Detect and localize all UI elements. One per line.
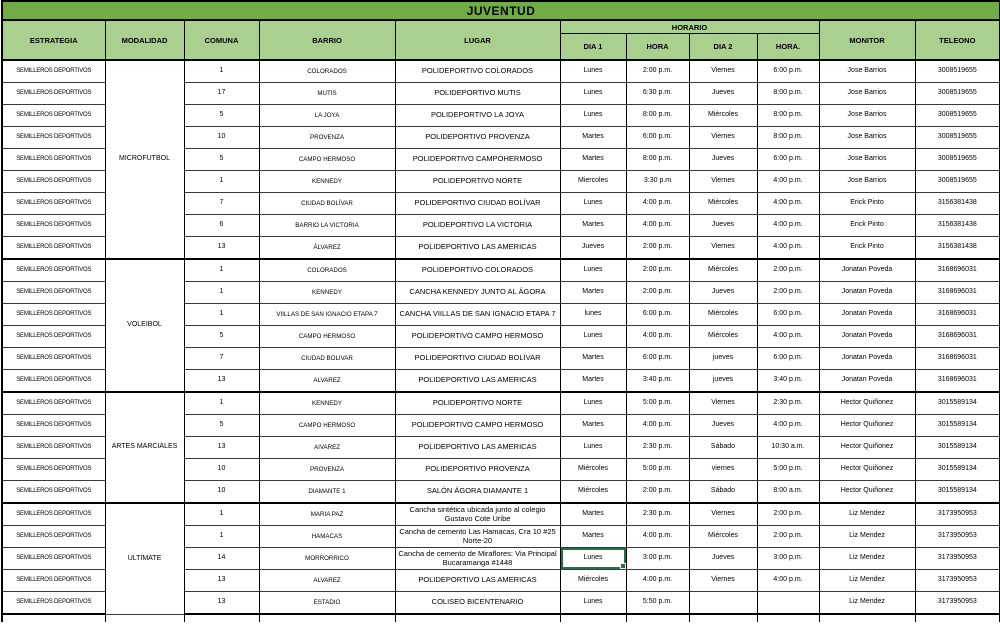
cell-dia1[interactable]: Martes bbox=[560, 127, 626, 149]
cell-lugar[interactable]: POLIDEPORTIVO PROVENZA bbox=[395, 127, 560, 149]
cell-barrio[interactable]: MARIA PAZ bbox=[259, 503, 395, 526]
cell-monitor[interactable]: Hector Quiñonez bbox=[819, 415, 915, 437]
cell-hora1[interactable]: 3:00 p.m. bbox=[626, 548, 689, 570]
cell-monitor[interactable]: Liz Mendez bbox=[819, 503, 915, 526]
cell-lugar[interactable]: POLIDEPORTIVO LA JOYA bbox=[395, 105, 560, 127]
cell-comuna[interactable]: 13 bbox=[184, 592, 259, 615]
cell-telefono[interactable]: 3173950953 bbox=[915, 503, 1000, 526]
cell-comuna[interactable]: 13 bbox=[184, 437, 259, 459]
cell-comuna[interactable]: 5 bbox=[184, 415, 259, 437]
cell-lugar[interactable]: CANCHA KENNEDY JUNTO AL ÁGORA bbox=[395, 282, 560, 304]
cell-estrategia[interactable]: SEMILLEROS DEPORTIVOS bbox=[2, 215, 105, 237]
cell-barrio[interactable]: COLORADOS bbox=[259, 60, 395, 83]
cell-modalidad[interactable]: VOLEIBOL bbox=[105, 259, 184, 392]
cell-hora2[interactable]: 4:00 p.m. bbox=[757, 415, 819, 437]
cell-hora2[interactable]: 4:00 p.m. bbox=[757, 326, 819, 348]
cell-hora1[interactable]: 2:00 p.m. bbox=[626, 259, 689, 282]
cell-dia2[interactable]: Miércoles bbox=[689, 304, 757, 326]
cell-hora2[interactable]: 2:00 p.m. bbox=[757, 282, 819, 304]
cell-dia2[interactable]: Miércoles bbox=[689, 193, 757, 215]
cell-comuna[interactable]: 1 bbox=[184, 171, 259, 193]
cell-dia2[interactable]: Jueves bbox=[689, 415, 757, 437]
cell-telefono[interactable]: 3168696031 bbox=[915, 259, 1000, 282]
schedule-table bbox=[1, 0, 1000, 622]
empty-cell[interactable] bbox=[105, 614, 184, 622]
cell-hora1[interactable]: 2:00 p.m. bbox=[626, 60, 689, 83]
cell-dia2[interactable]: Viernes bbox=[689, 237, 757, 260]
cell-lugar[interactable]: POLIDEPORTIVO CAMPO HERMOSO bbox=[395, 415, 560, 437]
cell-dia1[interactable]: Lunes bbox=[560, 105, 626, 127]
cell-comuna[interactable]: 1 bbox=[184, 60, 259, 83]
cell-dia2[interactable]: Miércoles bbox=[689, 526, 757, 548]
cell-comuna[interactable]: 10 bbox=[184, 127, 259, 149]
col-header-dia1[interactable]: DIA 1 bbox=[560, 34, 626, 60]
cell-lugar[interactable]: POLIDEPORTIVO LAS AMERICAS bbox=[395, 570, 560, 592]
cell-hora1[interactable]: 8:00 p.m. bbox=[626, 105, 689, 127]
cell-lugar[interactable]: POLIDEPORTIVO CIUDAD BOLÍVAR bbox=[395, 348, 560, 370]
cell-estrategia[interactable]: SEMILLEROS DEPORTIVOS bbox=[2, 370, 105, 393]
cell-hora1[interactable]: 8:00 p.m. bbox=[626, 149, 689, 171]
empty-cell[interactable] bbox=[184, 614, 259, 622]
cell-barrio[interactable]: CAMPO HERMOSO bbox=[259, 326, 395, 348]
cell-telefono[interactable]: 3173950953 bbox=[915, 526, 1000, 548]
cell-dia2[interactable]: Miércoles bbox=[689, 259, 757, 282]
cell-hora1[interactable]: 4:00 p.m. bbox=[626, 326, 689, 348]
cell-hora2[interactable]: 4:00 p.m. bbox=[757, 237, 819, 260]
cell-lugar[interactable]: POLIDEPORTIVO CAMPO HERMOSO bbox=[395, 326, 560, 348]
empty-cell[interactable] bbox=[819, 614, 915, 622]
cell-comuna[interactable]: 10 bbox=[184, 481, 259, 504]
cell-barrio[interactable]: MUTIS bbox=[259, 83, 395, 105]
col-header-monitor[interactable]: MONITOR bbox=[819, 20, 915, 60]
cell-telefono[interactable]: 3173950953 bbox=[915, 592, 1000, 615]
cell-barrio[interactable]: PROVENZA bbox=[259, 459, 395, 481]
cell-telefono[interactable]: 3168696031 bbox=[915, 348, 1000, 370]
cell-barrio[interactable]: VIILLAS DE SAN IGNACIO ETAPA 7 bbox=[259, 304, 395, 326]
cell-modalidad[interactable]: MICROFUTBOL bbox=[105, 60, 184, 259]
cell-barrio[interactable]: CAMPO HERMOSO bbox=[259, 415, 395, 437]
cell-monitor[interactable]: Liz Mendez bbox=[819, 548, 915, 570]
cell-monitor[interactable]: Hector Quiñonez bbox=[819, 437, 915, 459]
cell-dia1[interactable]: Miércoles bbox=[560, 570, 626, 592]
cell-hora2[interactable]: 4:00 p.m. bbox=[757, 215, 819, 237]
cell-dia2[interactable]: Miércoles bbox=[689, 105, 757, 127]
cell-comuna[interactable]: 5 bbox=[184, 149, 259, 171]
cell-hora2[interactable]: 6:00 p.m. bbox=[757, 348, 819, 370]
cell-hora1[interactable]: 2:00 p.m. bbox=[626, 282, 689, 304]
col-header-lugar[interactable]: LUGAR bbox=[395, 20, 560, 60]
cell-lugar[interactable]: CANCHA VIILLAS DE SAN IGNACIO ETAPA 7 bbox=[395, 304, 560, 326]
cell-monitor[interactable]: Erick Pinto bbox=[819, 237, 915, 260]
cell-telefono[interactable]: 3015589134 bbox=[915, 415, 1000, 437]
cell-comuna[interactable]: 1 bbox=[184, 304, 259, 326]
cell-barrio[interactable]: ÁLVAREZ bbox=[259, 237, 395, 260]
col-header-horario[interactable]: HORARIO bbox=[560, 20, 819, 34]
cell-dia1[interactable]: Lunes bbox=[560, 437, 626, 459]
empty-cell[interactable] bbox=[689, 614, 757, 622]
cell-dia1[interactable]: Lunes bbox=[560, 592, 626, 615]
cell-monitor[interactable]: Hector Quiñonez bbox=[819, 481, 915, 504]
cell-monitor[interactable]: Jose Barrios bbox=[819, 83, 915, 105]
table-row bbox=[2, 60, 1000, 83]
cell-dia1[interactable]: Lunes bbox=[560, 193, 626, 215]
cell-dia1[interactable]: Lunes bbox=[560, 83, 626, 105]
cell-barrio[interactable]: KENNEDY bbox=[259, 282, 395, 304]
cell-telefono[interactable]: 3008519655 bbox=[915, 149, 1000, 171]
cell-estrategia[interactable]: SEMILLEROS DEPORTIVOS bbox=[2, 459, 105, 481]
header-row-top bbox=[2, 20, 1000, 34]
cell-telefono[interactable]: 3008519655 bbox=[915, 83, 1000, 105]
cell-estrategia[interactable]: SEMILLEROS DEPORTIVOS bbox=[2, 415, 105, 437]
cell-hora2[interactable]: 10:30 a.m. bbox=[757, 437, 819, 459]
cell-telefono[interactable]: 3008519655 bbox=[915, 171, 1000, 193]
cell-hora1[interactable]: 3:40 p.m. bbox=[626, 370, 689, 393]
cell-dia1[interactable]: Martes bbox=[560, 282, 626, 304]
cell-dia1[interactable]: Martes bbox=[560, 526, 626, 548]
cell-lugar[interactable]: Cancha de cemento de Miraflores: Via Principal Bucaramanga #1448 bbox=[395, 548, 560, 570]
cell-modalidad[interactable]: ULTIMATE bbox=[105, 503, 184, 614]
cell-lugar[interactable]: POLIDEPORTIVO NORTE bbox=[395, 171, 560, 193]
cell-hora1[interactable]: 4:00 p.m. bbox=[626, 215, 689, 237]
partial-row bbox=[2, 614, 1000, 622]
cell-comuna[interactable]: 1 bbox=[184, 526, 259, 548]
cell-hora2[interactable]: 2:30 p.m. bbox=[757, 392, 819, 415]
cell-telefono[interactable]: 3156381438 bbox=[915, 193, 1000, 215]
cell-monitor[interactable]: Liz Mendez bbox=[819, 592, 915, 615]
cell-barrio[interactable]: ALVAREZ bbox=[259, 370, 395, 393]
cell-dia1[interactable]: Lunes bbox=[560, 548, 626, 570]
cell-dia1[interactable]: Lunes bbox=[560, 259, 626, 282]
cell-comuna[interactable]: 14 bbox=[184, 548, 259, 570]
empty-cell[interactable] bbox=[259, 614, 395, 622]
cell-monitor[interactable]: Hector Quiñonez bbox=[819, 459, 915, 481]
table-header bbox=[2, 1, 1000, 60]
cell-barrio[interactable]: MORRORRICO bbox=[259, 548, 395, 570]
cell-dia2[interactable]: Viernes bbox=[689, 127, 757, 149]
empty-cell[interactable] bbox=[626, 614, 689, 622]
cell-hora2[interactable]: 5:00 p.m. bbox=[757, 459, 819, 481]
cell-dia2[interactable]: viernes bbox=[689, 459, 757, 481]
cell-dia2[interactable]: Jueves bbox=[689, 149, 757, 171]
cell-lugar[interactable]: Cancha sintética ubicada junto al colegio Gustavo Cote Uribe bbox=[395, 503, 560, 526]
cell-dia1[interactable]: Lunes bbox=[560, 326, 626, 348]
cell-hora2[interactable]: 2:00 p.m. bbox=[757, 259, 819, 282]
cell-estrategia[interactable]: SEMILLEROS DEPORTIVOS bbox=[2, 548, 105, 570]
col-header-comuna[interactable]: COMUNA bbox=[184, 20, 259, 60]
cell-dia1[interactable]: Martes bbox=[560, 370, 626, 393]
cell-comuna[interactable]: 13 bbox=[184, 570, 259, 592]
cell-estrategia[interactable]: SEMILLEROS DEPORTIVOS bbox=[2, 193, 105, 215]
cell-dia2[interactable]: Viernes bbox=[689, 503, 757, 526]
cell-dia2[interactable]: jueves bbox=[689, 348, 757, 370]
cell-hora1[interactable]: 5:50 p.m. bbox=[626, 592, 689, 615]
cell-dia2[interactable]: Jueves bbox=[689, 83, 757, 105]
cell-lugar[interactable]: POLIDEPORTIVO LA VICTORIA bbox=[395, 215, 560, 237]
cell-monitor[interactable]: Jose Barrios bbox=[819, 149, 915, 171]
cell-barrio[interactable]: KENNEDY bbox=[259, 171, 395, 193]
cell-lugar[interactable]: Cancha de cemento Las Hamacas, Cra 10 #25 Norte-20 bbox=[395, 526, 560, 548]
cell-dia1[interactable]: Jueves bbox=[560, 237, 626, 260]
cell-hora1[interactable]: 2:00 p.m. bbox=[626, 481, 689, 504]
cell-hora2[interactable]: 3:40 p.m. bbox=[757, 370, 819, 393]
cell-monitor[interactable]: Jonatan Poveda bbox=[819, 259, 915, 282]
cell-estrategia[interactable]: SEMILLEROS DEPORTIVOS bbox=[2, 348, 105, 370]
cell-dia1[interactable]: Martes bbox=[560, 348, 626, 370]
table-body bbox=[2, 60, 1000, 622]
cell-hora1[interactable]: 6:00 p.m. bbox=[626, 348, 689, 370]
cell-dia2[interactable]: Viernes bbox=[689, 392, 757, 415]
cell-telefono[interactable]: 3168696031 bbox=[915, 370, 1000, 393]
cell-monitor[interactable]: Jose Barrios bbox=[819, 171, 915, 193]
cell-monitor[interactable]: Erick Pinto bbox=[819, 193, 915, 215]
cell-barrio[interactable]: CIUDAD BOLÍVAR bbox=[259, 193, 395, 215]
cell-dia2[interactable]: Viernes bbox=[689, 60, 757, 83]
cell-comuna[interactable]: 1 bbox=[184, 282, 259, 304]
cell-estrategia[interactable]: SEMILLEROS DEPORTIVOS bbox=[2, 526, 105, 548]
cell-dia1[interactable]: Martes bbox=[560, 415, 626, 437]
cell-hora1[interactable]: 3:30 p.m bbox=[626, 171, 689, 193]
cell-dia1[interactable]: Martes bbox=[560, 215, 626, 237]
col-header-telefono[interactable]: TELEONO bbox=[915, 20, 1000, 60]
cell-barrio[interactable]: LA JOYA bbox=[259, 105, 395, 127]
cell-dia1[interactable]: Lunes bbox=[560, 392, 626, 415]
cell-hora2[interactable]: 6:00 p.m. bbox=[757, 149, 819, 171]
cell-estrategia[interactable]: SEMILLEROS DEPORTIVOS bbox=[2, 105, 105, 127]
empty-cell[interactable] bbox=[395, 614, 560, 622]
cell-dia1[interactable]: Martes bbox=[560, 149, 626, 171]
cell-estrategia[interactable]: SEMILLEROS DEPORTIVOS bbox=[2, 259, 105, 282]
cell-dia1[interactable]: Miércoles bbox=[560, 459, 626, 481]
cell-estrategia[interactable]: SEMILLEROS DEPORTIVOS bbox=[2, 503, 105, 526]
cell-hora1[interactable]: 2:30 p.m. bbox=[626, 503, 689, 526]
cell-telefono[interactable]: 3168696031 bbox=[915, 304, 1000, 326]
title-row bbox=[2, 1, 1000, 20]
cell-monitor[interactable]: Jonatan Poveda bbox=[819, 304, 915, 326]
cell-hora2[interactable]: 8:00 p.m. bbox=[757, 83, 819, 105]
cell-lugar[interactable]: POLIDEPORTIVO PROVENZA bbox=[395, 459, 560, 481]
cell-barrio[interactable]: HAMACAS bbox=[259, 526, 395, 548]
cell-hora2[interactable]: 3:00 p.m. bbox=[757, 548, 819, 570]
cell-hora1[interactable]: 4:00 p.m. bbox=[626, 570, 689, 592]
cell-lugar[interactable]: POLIDEPORTIVO COLORADOS bbox=[395, 259, 560, 282]
cell-estrategia[interactable]: SEMILLEROS DEPORTIVOS bbox=[2, 237, 105, 260]
cell-comuna[interactable]: 13 bbox=[184, 237, 259, 260]
cell-estrategia[interactable]: SEMILLEROS DEPORTIVOS bbox=[2, 392, 105, 415]
cell-comuna[interactable]: 10 bbox=[184, 459, 259, 481]
cell-telefono[interactable]: 3173950953 bbox=[915, 548, 1000, 570]
cell-dia2[interactable]: Jueves bbox=[689, 548, 757, 570]
col-header-barrio[interactable]: BARRIO bbox=[259, 20, 395, 60]
cell-dia1[interactable]: lunes bbox=[560, 304, 626, 326]
cell-dia2[interactable]: Sábado bbox=[689, 437, 757, 459]
col-header-modalidad[interactable]: MODALIDAD bbox=[105, 20, 184, 60]
cell-hora1[interactable]: 2:00 p.m. bbox=[626, 237, 689, 260]
cell-estrategia[interactable]: SEMILLEROS DEPORTIVOS bbox=[2, 171, 105, 193]
cell-lugar[interactable]: POLIDEPORTIVO CAMPOHERMOSO bbox=[395, 149, 560, 171]
cell-barrio[interactable]: ESTADIO bbox=[259, 592, 395, 615]
cell-hora1[interactable]: 4:00 p.m. bbox=[626, 415, 689, 437]
cell-telefono[interactable]: 3156381438 bbox=[915, 237, 1000, 260]
cell-estrategia[interactable]: SEMILLEROS DEPORTIVOS bbox=[2, 127, 105, 149]
cell-telefono[interactable]: 3015589134 bbox=[915, 392, 1000, 415]
cell-telefono[interactable]: 3168696031 bbox=[915, 282, 1000, 304]
cell-dia2[interactable]: Miércoles bbox=[689, 326, 757, 348]
empty-cell[interactable] bbox=[915, 614, 1000, 622]
cell-telefono[interactable]: 3008519655 bbox=[915, 60, 1000, 83]
cell-comuna[interactable]: 17 bbox=[184, 83, 259, 105]
col-header-hora2[interactable]: HORA. bbox=[757, 34, 819, 60]
cell-estrategia[interactable]: SEMILLEROS DEPORTIVOS bbox=[2, 149, 105, 171]
cell-barrio[interactable]: DIAMANTE 1 bbox=[259, 481, 395, 504]
cell-monitor[interactable]: Jonatan Poveda bbox=[819, 282, 915, 304]
cell-barrio[interactable]: KENNEDY bbox=[259, 392, 395, 415]
cell-dia2[interactable]: Viernes bbox=[689, 570, 757, 592]
cell-lugar[interactable]: POLIDEPORTIVO LAS AMERICAS bbox=[395, 437, 560, 459]
table-row bbox=[2, 503, 1000, 526]
cell-barrio[interactable]: AIVAREZ bbox=[259, 437, 395, 459]
cell-comuna[interactable]: 13 bbox=[184, 370, 259, 393]
cell-lugar[interactable]: POLIDEPORTIVO MUTIS bbox=[395, 83, 560, 105]
cell-dia1[interactable]: Miércoles bbox=[560, 481, 626, 504]
cell-monitor[interactable]: Jose Barrios bbox=[819, 127, 915, 149]
cell-hora1[interactable]: 6:30 p.m. bbox=[626, 83, 689, 105]
cell-comuna[interactable]: 5 bbox=[184, 326, 259, 348]
cell-barrio[interactable]: BARRIO LA VICTORIA bbox=[259, 215, 395, 237]
cell-dia1[interactable]: Martes bbox=[560, 503, 626, 526]
cell-telefono[interactable]: 3008519655 bbox=[915, 105, 1000, 127]
cell-dia1[interactable]: Lunes bbox=[560, 60, 626, 83]
cell-hora2[interactable]: 4:00 p.m. bbox=[757, 171, 819, 193]
cell-modalidad[interactable]: ARTES MARCIALES bbox=[105, 392, 184, 503]
cell-dia2[interactable]: Jueves bbox=[689, 282, 757, 304]
cell-estrategia[interactable]: SEMILLEROS DEPORTIVOS bbox=[2, 437, 105, 459]
cell-monitor[interactable]: Liz Mendez bbox=[819, 526, 915, 548]
cell-lugar[interactable]: POLIDEPORTIVO LAS AMERICAS bbox=[395, 237, 560, 260]
cell-telefono[interactable]: 3168696031 bbox=[915, 326, 1000, 348]
cell-hora2[interactable]: 6:00 p.m. bbox=[757, 304, 819, 326]
table-title[interactable]: JUVENTUD bbox=[2, 1, 1000, 20]
cell-lugar[interactable]: POLIDEPORTIVO LAS AMERICAS bbox=[395, 370, 560, 393]
cell-lugar[interactable]: POLIDEPORTIVO CIUDAD BOLÍVAR bbox=[395, 193, 560, 215]
cell-hora2[interactable]: 4:00 p.m. bbox=[757, 570, 819, 592]
col-header-hora1[interactable]: HORA bbox=[626, 34, 689, 60]
cell-lugar[interactable]: POLIDEPORTIVO NORTE bbox=[395, 392, 560, 415]
cell-dia2[interactable]: Jueves bbox=[689, 215, 757, 237]
cell-monitor[interactable]: Jonatan Poveda bbox=[819, 348, 915, 370]
cell-telefono[interactable]: 3015589134 bbox=[915, 437, 1000, 459]
cell-estrategia[interactable]: SEMILLEROS DEPORTIVOS bbox=[2, 326, 105, 348]
cell-estrategia[interactable]: SEMILLEROS DEPORTIVOS bbox=[2, 570, 105, 592]
cell-hora1[interactable]: 6:00 p.m. bbox=[626, 304, 689, 326]
cell-estrategia[interactable]: SEMILLEROS DEPORTIVOS bbox=[2, 481, 105, 504]
empty-cell[interactable] bbox=[757, 614, 819, 622]
empty-cell[interactable] bbox=[560, 614, 626, 622]
cell-hora2[interactable]: 8:00 p.m. bbox=[757, 127, 819, 149]
cell-estrategia[interactable]: SEMILLEROS DEPORTIVOS bbox=[2, 304, 105, 326]
cell-telefono[interactable]: 3015589134 bbox=[915, 481, 1000, 504]
cell-hora2[interactable]: 4:00 p.m. bbox=[757, 193, 819, 215]
cell-hora1[interactable]: 4:00 p.m. bbox=[626, 526, 689, 548]
cell-hora1[interactable]: 6:00 p.m. bbox=[626, 127, 689, 149]
cell-hora2[interactable] bbox=[757, 592, 819, 615]
cell-barrio[interactable]: CIUDAD BOLIVAR bbox=[259, 348, 395, 370]
cell-telefono[interactable]: 3156381438 bbox=[915, 215, 1000, 237]
cell-hora1[interactable]: 5:00 p.m. bbox=[626, 392, 689, 415]
cell-barrio[interactable]: COLORADOS bbox=[259, 259, 395, 282]
cell-hora1[interactable]: 4:00 p.m. bbox=[626, 193, 689, 215]
cell-hora2[interactable]: 2:00 p.m. bbox=[757, 503, 819, 526]
cell-hora1[interactable]: 2:30 p.m. bbox=[626, 437, 689, 459]
cell-monitor[interactable]: Jose Barrios bbox=[819, 60, 915, 83]
cell-dia2[interactable]: Viernes bbox=[689, 171, 757, 193]
table-row bbox=[2, 392, 1000, 415]
empty-cell[interactable] bbox=[2, 614, 105, 622]
cell-barrio[interactable]: ALVAREZ bbox=[259, 570, 395, 592]
cell-barrio[interactable]: CAMPO HERMOSO bbox=[259, 149, 395, 171]
table-row bbox=[2, 259, 1000, 282]
cell-dia2[interactable]: jueves bbox=[689, 370, 757, 393]
cell-dia2[interactable] bbox=[689, 592, 757, 615]
cell-barrio[interactable]: PROVENZA bbox=[259, 127, 395, 149]
cell-monitor[interactable]: Jonatan Poveda bbox=[819, 326, 915, 348]
cell-telefono[interactable]: 3015589134 bbox=[915, 459, 1000, 481]
cell-estrategia[interactable]: SEMILLEROS DEPORTIVOS bbox=[2, 83, 105, 105]
cell-comuna[interactable]: 6 bbox=[184, 215, 259, 237]
cell-comuna[interactable]: 1 bbox=[184, 392, 259, 415]
cell-comuna[interactable]: 1 bbox=[184, 259, 259, 282]
cell-monitor[interactable]: Liz Mendez bbox=[819, 570, 915, 592]
cell-lugar[interactable]: SALÓN ÁGORA DIAMANTE 1 bbox=[395, 481, 560, 504]
cell-hora2[interactable]: 8:00 p.m. bbox=[757, 105, 819, 127]
cell-lugar[interactable]: POLIDEPORTIVO COLORADOS bbox=[395, 60, 560, 83]
cell-dia1[interactable]: Miercoles bbox=[560, 171, 626, 193]
cell-estrategia[interactable]: SEMILLEROS DEPORTIVOS bbox=[2, 282, 105, 304]
cell-comuna[interactable]: 7 bbox=[184, 193, 259, 215]
cell-monitor[interactable]: Erick Pinto bbox=[819, 215, 915, 237]
cell-comuna[interactable]: 7 bbox=[184, 348, 259, 370]
cell-comuna[interactable]: 5 bbox=[184, 105, 259, 127]
col-header-estrategia[interactable]: ESTRATEGIA bbox=[2, 20, 105, 60]
cell-lugar[interactable]: COLISEO BICENTENARIO bbox=[395, 592, 560, 615]
cell-monitor[interactable]: Jose Barrios bbox=[819, 105, 915, 127]
cell-hora2[interactable]: 6:00 p.m. bbox=[757, 60, 819, 83]
cell-comuna[interactable]: 1 bbox=[184, 503, 259, 526]
cell-hora2[interactable]: 2:00 p.m. bbox=[757, 526, 819, 548]
cell-monitor[interactable]: Hector Quiñonez bbox=[819, 392, 915, 415]
cell-hora1[interactable]: 5:00 p.m. bbox=[626, 459, 689, 481]
col-header-dia2[interactable]: DIA 2 bbox=[689, 34, 757, 60]
cell-estrategia[interactable]: SEMILLEROS DEPORTIVOS bbox=[2, 592, 105, 615]
cell-hora2[interactable]: 8:00 a.m. bbox=[757, 481, 819, 504]
cell-monitor[interactable]: Jonatan Poveda bbox=[819, 370, 915, 393]
cell-telefono[interactable]: 3008519655 bbox=[915, 127, 1000, 149]
cell-dia2[interactable]: Sábado bbox=[689, 481, 757, 504]
cell-estrategia[interactable]: SEMILLEROS DEPORTIVOS bbox=[2, 60, 105, 83]
cell-telefono[interactable]: 3173950953 bbox=[915, 570, 1000, 592]
